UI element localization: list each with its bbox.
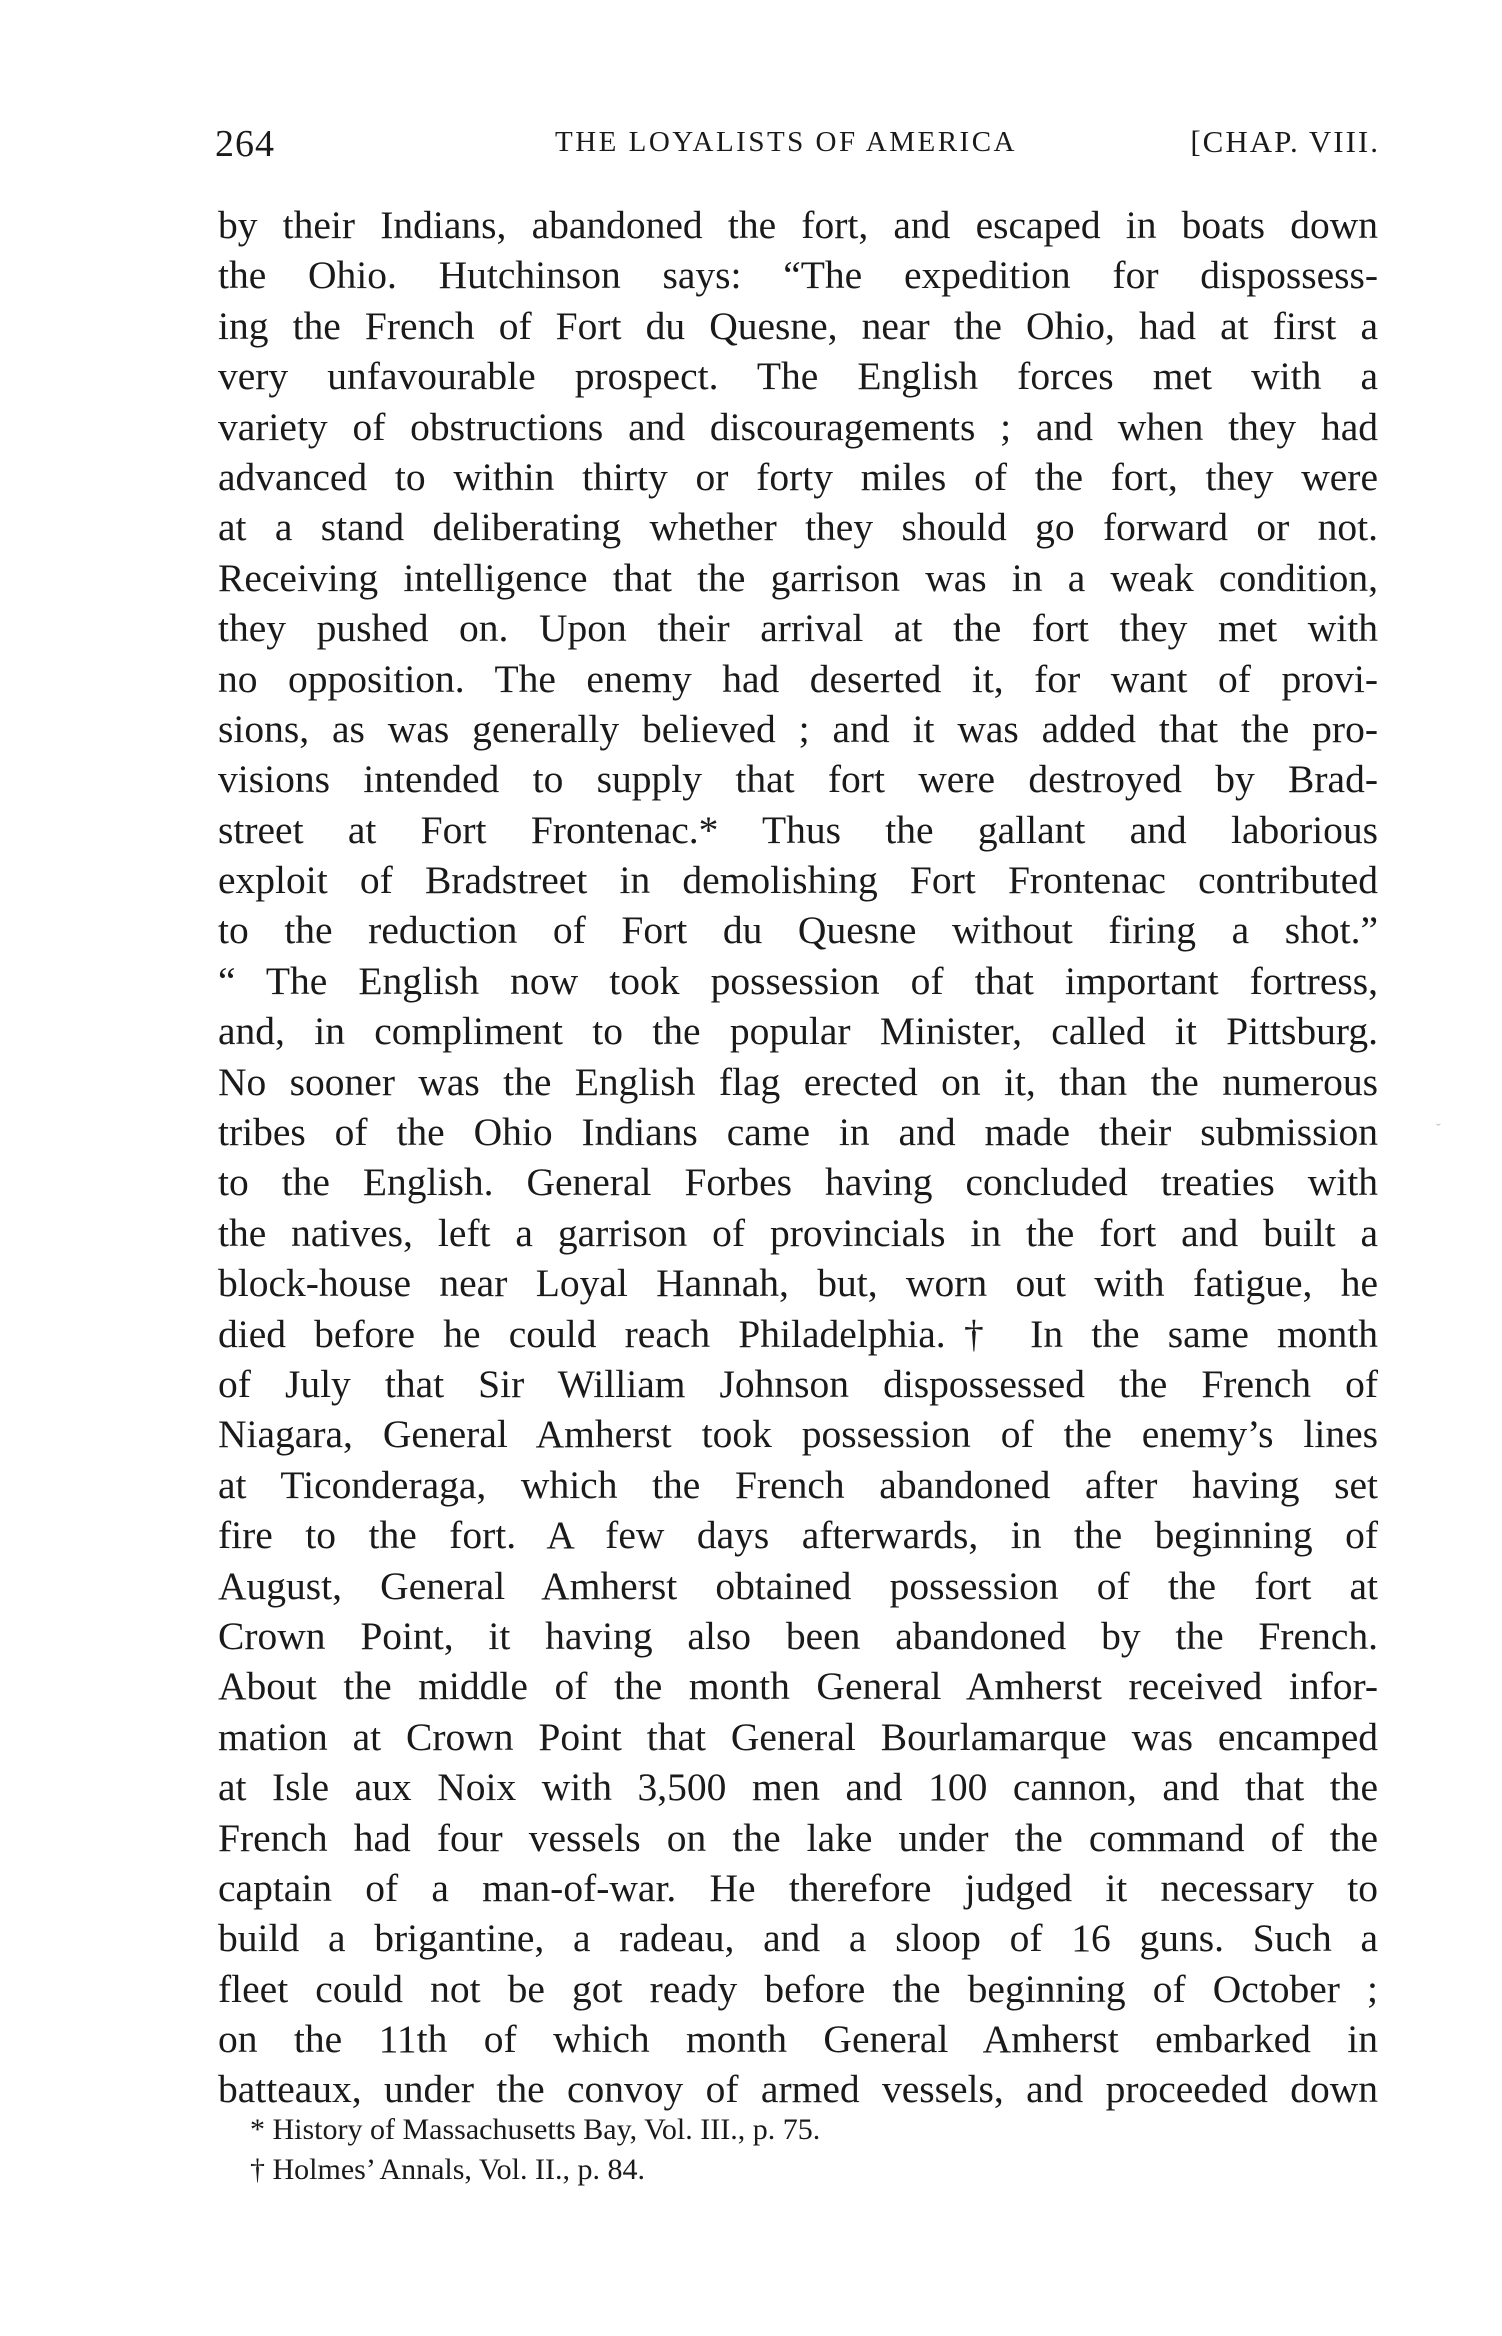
text-line: to the English. General Forbes having concluded treaties with <box>218 1160 1378 1205</box>
text-line: and, in compliment to the popular Minister, called it Pittsburg. <box>218 1009 1378 1054</box>
page-number: 264 <box>215 123 275 165</box>
text-line: at Isle aux Noix with 3,500 men and 100 cannon, and that the <box>218 1765 1378 1810</box>
text-line: fleet could not be got ready before the beginning of October ; <box>218 1966 1378 2011</box>
text-line: to the reduction of Fort du Quesne without firing a shot.” <box>218 908 1378 953</box>
text-line: August, General Amherst obtained possession of the fort at <box>218 1563 1378 1608</box>
running-title: THE LOYALISTS OF AMERICA <box>555 126 1017 158</box>
text-line: Niagara, General Amherst took possession of the enemy’s lines <box>218 1412 1378 1457</box>
text-line: mation at Crown Point that General Bourlamarque was encamped <box>218 1714 1378 1759</box>
chapter-reference: [CHAP. VIII. <box>1190 124 1380 159</box>
text-line: build a brigantine, a radeau, and a sloop of 16 guns. Such a <box>218 1916 1378 1961</box>
text-line: sions, as was generally believed ; and it was added that the pro- <box>218 706 1378 751</box>
text-line: block-house near Loyal Hannah, but, worn out with fatigue, he <box>218 1261 1378 1306</box>
text-line: Crown Point, it having also been abandoned by the French. <box>218 1613 1378 1658</box>
text-line: of July that Sir William Johnson dispossessed the French of <box>218 1361 1378 1406</box>
text-line: ing the French of Fort du Quesne, near the Ohio, had at first a <box>218 303 1378 348</box>
text-line: About the middle of the month General Amherst received infor- <box>218 1664 1378 1709</box>
text-line: street at Fort Frontenac.* Thus the gallant and laborious <box>218 807 1378 852</box>
text-line: they pushed on. Upon their arrival at the fort they met with <box>218 606 1378 651</box>
footnote-asterisk: * History of Massachusetts Bay, Vol. III., p. 75. <box>250 2113 821 2146</box>
text-line: exploit of Bradstreet in demolishing Fort Frontenac contributed <box>218 858 1378 903</box>
text-line: no opposition. The enemy had deserted it, for want of provi- <box>218 656 1378 701</box>
text-line: tribes of the Ohio Indians came in and made their submission <box>218 1110 1378 1155</box>
text-line: visions intended to supply that fort were destroyed by Brad- <box>218 757 1378 802</box>
scan-speck: ˇ <box>1436 1122 1441 1137</box>
text-line: batteaux, under the convoy of armed vessels, and proceeded down <box>218 2067 1378 2112</box>
text-line: variety of obstructions and discouragements ; and when they had <box>218 404 1378 449</box>
text-line: No sooner was the English flag erected on it, than the numerous <box>218 1059 1378 1104</box>
text-line: “ The English now took possession of that important fortress, <box>218 958 1378 1003</box>
text-line: at a stand deliberating whether they should go forward or not. <box>218 505 1378 550</box>
text-line: Receiving intelligence that the garrison was in a weak condition, <box>218 555 1378 600</box>
text-line: French had four vessels on the lake under the command of the <box>218 1815 1378 1860</box>
body-text <box>218 200 1378 2115</box>
text-line: died before he could reach Philadelphia.† In the same month <box>218 1311 1378 1356</box>
text-line: the natives, left a garrison of provincials in the fort and built a <box>218 1210 1378 1255</box>
text-line: the Ohio. Hutchinson says: “The expedition for dispossess- <box>218 253 1378 298</box>
text-line: on the 11th of which month General Amherst embarked in <box>218 2017 1378 2062</box>
page-header <box>215 122 1380 172</box>
footnotes <box>250 2110 1150 2190</box>
footnote-dagger: † Holmes’ Annals, Vol. II., p. 84. <box>250 2153 645 2186</box>
text-line: advanced to within thirty or forty miles of the fort, they were <box>218 454 1378 499</box>
text-line: fire to the fort. A few days afterwards, in the beginning of <box>218 1513 1378 1558</box>
text-line: captain of a man-of-war. He therefore judged it necessary to <box>218 1865 1378 1910</box>
text-line: by their Indians, abandoned the fort, and escaped in boats down <box>218 203 1378 247</box>
text-line: at Ticonderaga, which the French abandoned after having set <box>218 1462 1378 1507</box>
text-line: very unfavourable prospect. The English forces met with a <box>218 354 1378 399</box>
